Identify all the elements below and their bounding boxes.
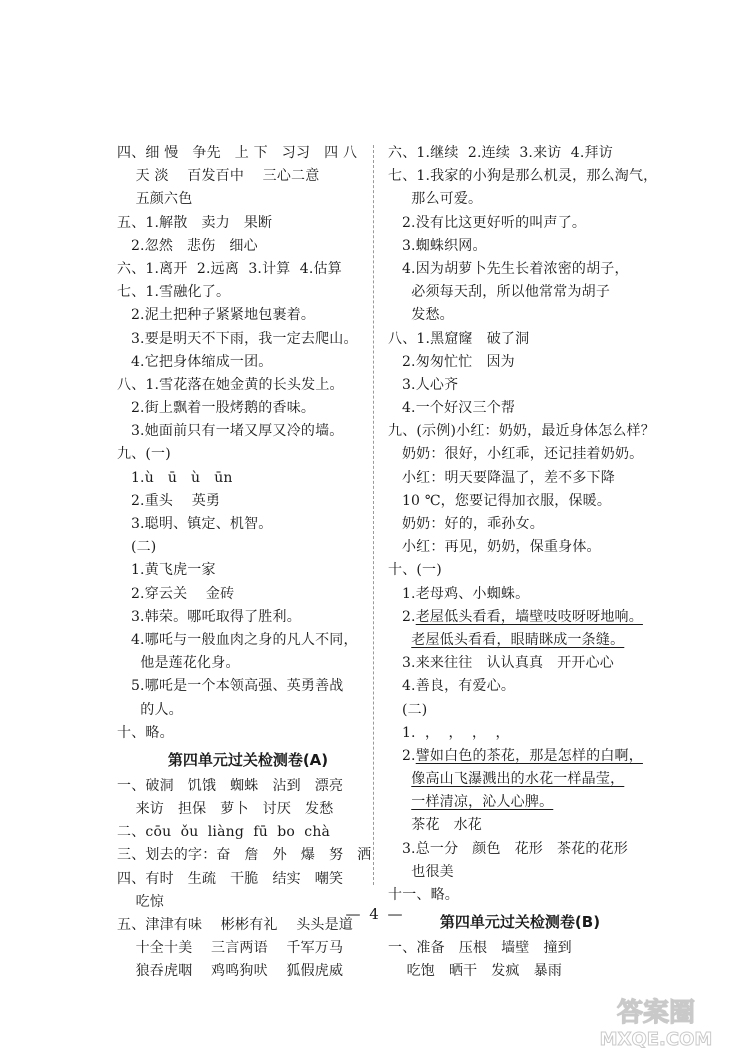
answer-line: 五、1.解散 卖力 果断	[117, 214, 273, 231]
answer-line	[388, 606, 652, 629]
answer-line: 必须每天刮，所以他常常为胡子	[388, 284, 611, 301]
answer-line: 的人。	[117, 701, 183, 718]
answer-line: 四、细 慢 争先 上 下 习习 四 八	[117, 145, 358, 161]
answer-line: 十、(一)	[388, 562, 442, 579]
answer-line: 4.它把身体缩成一团。	[117, 353, 273, 370]
answer-line: 2.忽然 悲伤 细心	[117, 237, 258, 254]
answer-line: 1.老母鸡、小蜘蛛。	[388, 585, 530, 602]
watermark-top-text: 答案圈	[616, 998, 696, 1028]
answer-line: 来访 担保 萝卜 讨厌 发愁	[117, 801, 334, 818]
answer-line: 1. ， ， ， ，	[388, 724, 510, 741]
answer-line: 八、1.黑窟窿 破了洞	[388, 330, 530, 347]
page-number: — 4 —	[345, 905, 405, 923]
answer-line: 2.没有比这更好听的叫声了。	[388, 214, 587, 231]
answer-line: 吃饱 晒干 发疯 暴雨	[388, 963, 563, 980]
answer-line: 七、1.我家的小狗是那么机灵，那么淘气，	[388, 168, 658, 185]
answer-line: 四、有时 生疏 干脆 结实 嘲笑	[117, 870, 344, 887]
answer-line: 4.哪吒与一般血肉之身的凡人不同，	[117, 631, 358, 648]
underlined-answer: 一样清凉，沁人心脾。	[411, 794, 554, 811]
answer-line	[388, 768, 652, 791]
answer-line: 那么可爱。	[388, 191, 483, 208]
answer-line: 五颜六色	[117, 191, 193, 208]
answer-line: 1.ù ū ù ūn	[117, 469, 233, 486]
answer-line: 1.黄飞虎一家	[117, 562, 216, 579]
answer-line: 狼吞虎咽 鸡鸣狗吠 狐假虎威	[117, 963, 344, 980]
watermark-logo	[576, 991, 736, 1051]
answer-line: 十一、略。	[388, 887, 459, 903]
answer-line: 九、(示例)小红：奶奶，最近身体怎么样？	[388, 423, 655, 440]
answer-line: 3.蜘蛛织网。	[388, 237, 487, 254]
answer-line: 一、准备 压根 墙壁 撞到	[388, 940, 572, 957]
answer-line: 3.韩荣。哪吒取得了胜利。	[117, 608, 301, 625]
answer-line	[388, 791, 652, 814]
underlined-answer: 老屋低头看看，墙壁吱吱呀呀地响。	[415, 608, 643, 625]
underlined-answer: 像高山飞瀑溅出的水花一样晶莹，	[411, 771, 625, 788]
answer-line: 一、破洞 饥饿 蜘蛛 沾到 漂亮	[117, 777, 344, 794]
answer-line: 3.她面前只有一堵又厚又冷的墙。	[117, 423, 344, 440]
answer-line: 也很美	[388, 863, 454, 880]
answer-line: 4.善良，有爱心。	[388, 678, 516, 695]
answer-prefix: 2.	[388, 747, 416, 764]
answer-line: 发愁。	[388, 307, 454, 324]
answer-line: 三、划去的字：奋 詹 外 爆 努 洒	[117, 847, 372, 864]
underlined-answer: 老屋低头看看，眼睛眯成一条缝。	[411, 631, 625, 648]
answer-prefix: 2.	[388, 608, 416, 625]
answer-line: 2.泥土把种子紧紧地包裹着。	[117, 307, 316, 324]
answer-line: 3.总一分 颜色 花形 茶花的花形	[388, 840, 628, 857]
answer-line: 小红：再见，奶奶，保重身体。	[388, 539, 601, 556]
answer-prefix	[388, 794, 411, 810]
answer-prefix	[388, 632, 411, 648]
answer-line: 茶花 水花	[388, 817, 483, 834]
answer-line	[388, 745, 652, 768]
answer-line: 3.要是明天不下雨，我一定去爬山。	[117, 330, 358, 347]
column-divider	[373, 145, 374, 885]
answer-line: 3.来来往往 认认真真 开开心心	[388, 655, 615, 672]
answer-line: 10 ℃，您要记得加衣服，保暖。	[388, 492, 612, 509]
answer-line: 五、津津有味 彬彬有礼 头头是道	[117, 917, 354, 933]
answer-line: (二)	[117, 539, 157, 556]
answer-line: 2.穿云关 金砖	[117, 585, 235, 602]
answer-line: 七、1.雪融化了。	[117, 284, 231, 301]
answer-line: (二)	[388, 701, 428, 718]
answer-line: 九、(一)	[117, 446, 171, 463]
left-column	[117, 142, 379, 984]
answer-line: 2.街上飘着一股烤鹅的香味。	[117, 400, 316, 417]
watermark-graphic	[576, 991, 736, 1051]
answer-line: 天 淡 百发百中 三心二意	[117, 168, 320, 185]
answer-line: 吃惊	[117, 893, 165, 910]
answer-line: 4.因为胡萝卜先生长着浓密的胡子，	[388, 260, 629, 277]
answer-line: 2.匆匆忙忙 因为	[388, 353, 515, 370]
answer-line	[388, 629, 652, 652]
section-heading: 第四单元过关检测卷(A)	[167, 750, 329, 769]
answer-line: 十、略。	[117, 724, 174, 741]
answer-line: 小红：明天要降温了，差不多下降	[388, 469, 615, 486]
section-heading: 第四单元过关检测卷(B)	[439, 913, 601, 932]
answer-line: 2.重头 英勇	[117, 492, 221, 509]
answer-line: 5.哪吒是一个本领高强、英勇善战	[117, 678, 344, 695]
answer-prefix	[388, 771, 411, 787]
answer-line: 3.聪明、镇定、机智。	[117, 516, 273, 532]
answer-line: 奶奶：好的，乖孙女。	[388, 516, 544, 532]
answer-line: 十全十美 三言两语 千军万马	[117, 940, 344, 957]
answer-line: 六、1.继续 2.连续 3.来访 4.拜访	[388, 145, 613, 161]
watermark-bottom-text: MXQE.COM	[599, 1029, 713, 1050]
underlined-answer: 譬如白色的茶花，那是怎样的白啊，	[415, 747, 643, 764]
answer-line: 八、1.雪花落在她金黄的长头发上。	[117, 376, 344, 393]
right-column	[388, 142, 658, 984]
answer-line: 奶奶：很好，小红乖，还记挂着奶奶。	[388, 446, 644, 463]
answer-line: 二、cōu ǒu liàng fū bo chà	[117, 824, 331, 841]
answer-line: 4.一个好汉三个帮	[388, 400, 516, 417]
answer-line: 六、1.离开 2.远离 3.计算 4.估算	[117, 260, 342, 277]
answer-line: 3.人心齐	[388, 376, 459, 393]
answer-line: 他是莲花化身。	[117, 655, 240, 672]
